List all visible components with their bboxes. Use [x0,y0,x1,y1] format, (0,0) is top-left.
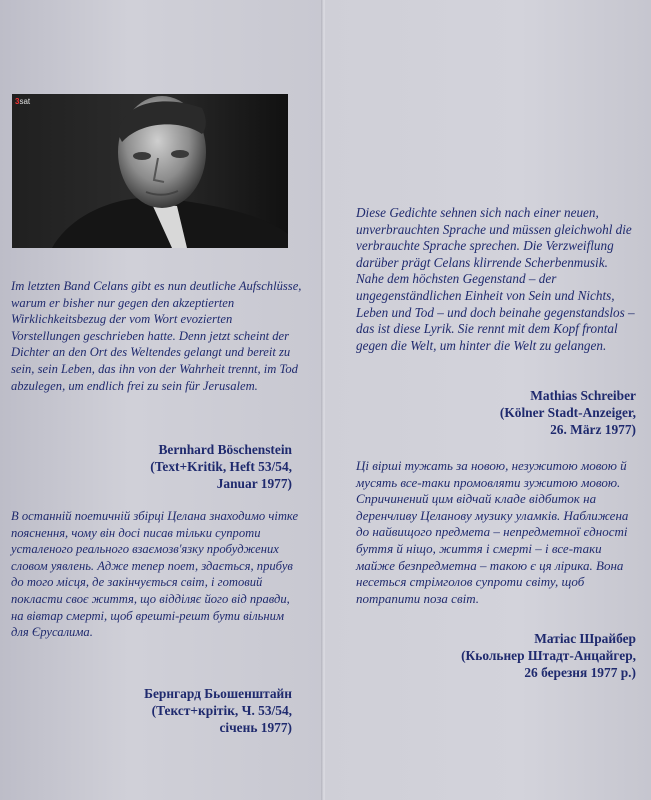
source: (Kölner Stadt-Anzeiger, [499,405,636,420]
source: (Кьольнер Штадт-Анцайгер, [461,648,636,663]
author-name: Матіас Шрайбер [534,631,636,646]
author-name: Бернгард Бьошенштайн [144,686,292,701]
date: Januar 1977) [216,476,292,491]
attribution-schreiber-uk [400,630,636,681]
portrait-image [12,94,288,248]
source: (Текст+крітік, Ч. 53/54, [151,703,292,718]
attribution-schreiber-de [400,387,636,438]
portrait-photo [12,94,288,248]
date: січень 1977) [219,720,292,735]
quote-german-boeschenstein: Im letzten Band Celans gibt es nun deutliche Aufschlüsse, warum er bisher nur gegen den akzeptierten Wirklichkeitsbezug der vom Wort evozierten Vorstellungen geschrieben hatte. Denn jetzt scheint der Dichter an den Ort des Weltendes gelangt und bereit zu sein, sein Leben, das ihn von der Wahrheit trennt, im Tod abzulegen, um endlich frei zu sein für Jerusalem. [11,279,302,393]
author-name: Bernhard Böschenstein [158,442,292,457]
author-name: Mathias Schreiber [530,388,636,403]
quote-german-schreiber: Diese Gedichte sehnen sich nach einer neuen, unverbrauchten Sprache und müssen gleichwohl die verbrauchte Sprache sprechen. Die Verzweiflung darüber prägt Celans klirrende Scherbenmusik. Nahe dem höchsten Gegenstand – der ungegenständlichen Einheit von Sein und Nichts, Leben und Tod – und doch beinahe gegenstandslos – das ist diese Lyrik. Sie rennt mit dem Kopf frontal gegen die Welt, um hinter die Welt zu gelangen. [356,205,635,353]
quote-ukrainian-boeschenstein: В останній поетичній збірці Целана знаходимо чітке пояснення, чому він досі писав тільки супроти усталеного реального взаємозв'язку пробуджених словом уявлень. Адже тепер поет, здається, прибув до того місця, де закінчується світ, і готовий покласти своє життя, що відділяє його від правди, на вівтар смерті, щоб врешті-решт бути вільним для Єрусалима. [11,509,299,640]
source: (Text+Kritik, Heft 53/54, [150,459,292,474]
left-page [0,0,325,800]
quote-ukrainian-schreiber: Ці вірші тужать за новою, незужитою мовою й мусять все-таки промовляти зужитою мовою. Спричинений цим відчай кладе відбиток на деренчливу Целанову музику уламків. Наближена до найвищого предмета – непредметної єдності буття й ніщо, життя і смерті – і все-таки майже безпредметна – такою є ця лірика. Вона несеться стрімголов супроти світу, щоб потрапити поза світ. [356,458,629,606]
attribution-boeschenstein-de [60,441,292,492]
date: 26 березня 1977 р.) [524,665,636,680]
channel-logo: 3sat [15,97,31,106]
date: 26. März 1977) [550,422,636,437]
attribution-boeschenstein-uk [60,685,292,736]
